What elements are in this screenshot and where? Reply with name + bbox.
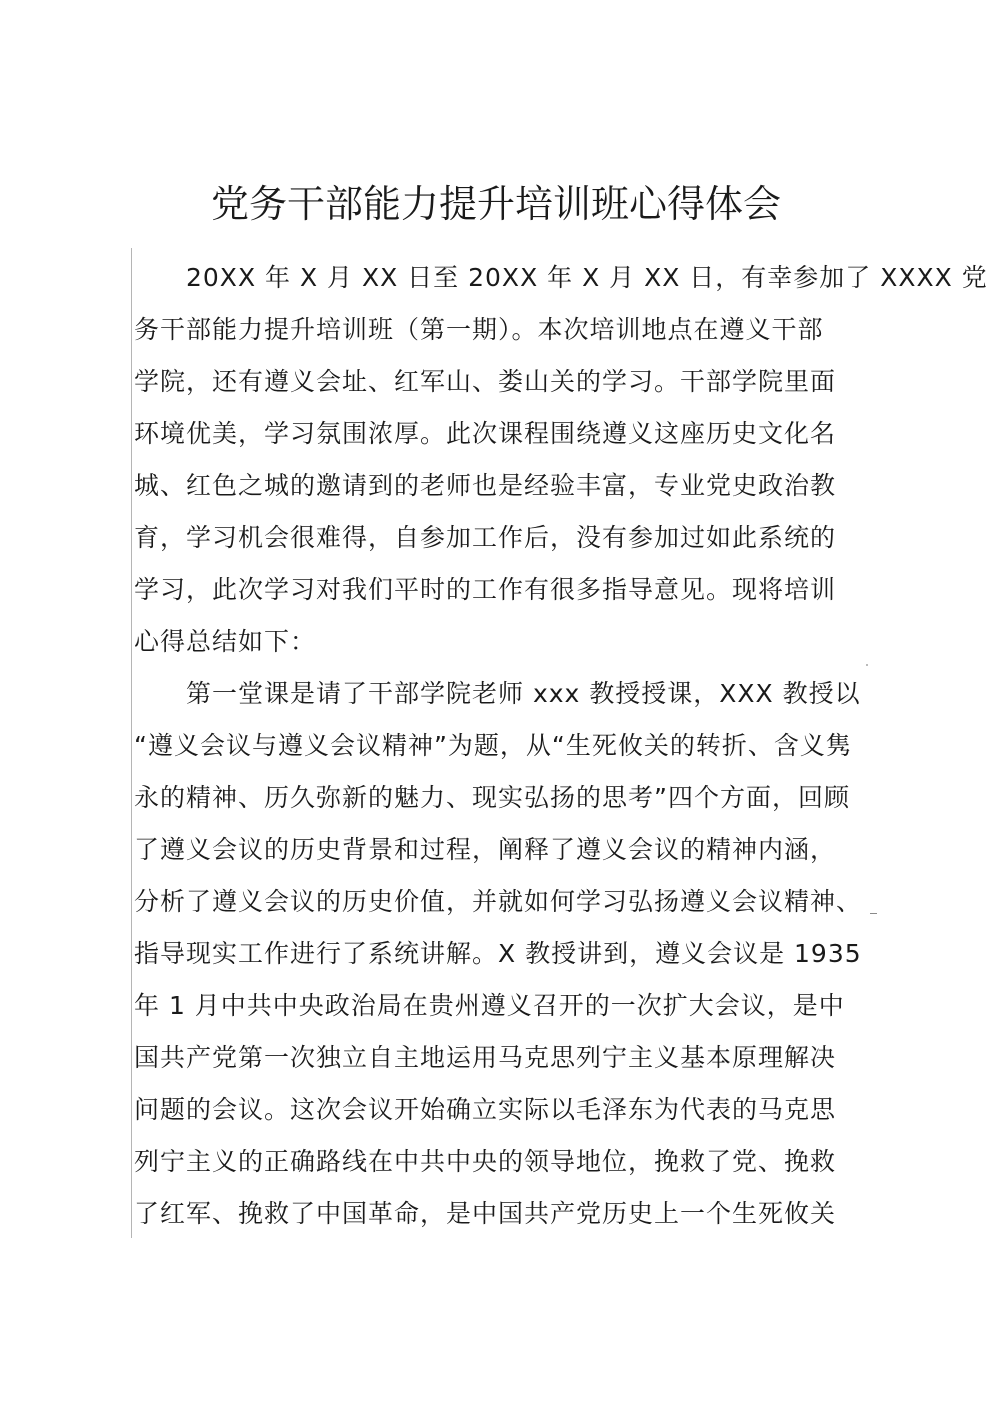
left-margin-rule [131,248,132,1238]
paragraph-line: 国共产党第一次独立自主地运用马克思列宁主义基本原理解决 [134,1043,837,1072]
paragraph-line: 学院，还有遵义会址、红军山、娄山关的学习。干部学院里面 [134,367,837,396]
paragraph-line: 了遵义会议的历史背景和过程，阐释了遵义会议的精神内涵， [134,835,837,864]
paragraph-line: 年 1 月中共中央政治局在贵州遵义召开的一次扩大会议，是中 [134,991,845,1020]
paragraph-line: 了红军、挽救了中国革命，是中国共产党历史上一个生死攸关 [134,1199,837,1228]
paragraph-2 [134,668,868,1240]
paragraph-line: 城、红色之城的邀请到的老师也是经验丰富，专业党史政治教 [134,471,837,500]
document-title: 党务干部能力提升培训班心得体会 [210,182,781,226]
paragraph-line: 永的精神、历久弥新的魅力、现实弘扬的思考”四个方面，回顾 [134,783,850,812]
scan-speck [866,664,868,666]
paragraph-line: 指导现实工作进行了系统讲解。X 教授讲到，遵义会议是 1935 [134,939,862,968]
paragraph-line: 第一堂课是请了干部学院老师 xxx 教授授课，XXX 教授以 [186,679,861,708]
paragraph-line: 育，学习机会很难得，自参加工作后，没有参加过如此系统的 [134,523,837,552]
paragraph-line: 问题的会议。这次会议开始确立实际以毛泽东为代表的马克思 [134,1095,837,1124]
paragraph-line: 分析了遵义会议的历史价值，并就如何学习弘扬遵义会议精神、 [134,887,863,916]
paragraph-line: 环境优美，学习氛围浓厚。此次课程围绕遵义这座历史文化名 [134,419,837,448]
paragraph-line: 20XX 年 X 月 XX 日至 20XX 年 X 月 XX 日，有幸参加了 XXXX 党 [186,263,988,292]
paragraph-1 [134,252,988,668]
paragraph-line: “遵义会议与遵义会议精神”为题，从“生死攸关的转折、含义隽 [134,731,852,760]
document-body [134,252,988,1240]
paragraph-line: 学习，此次学习对我们平时的工作有很多指导意见。现将培训 [134,575,837,604]
paragraph-line: 务干部能力提升培训班（第一期）。本次培训地点在遵义干部 [134,315,824,344]
paragraph-line: 心得总结如下： [134,627,317,656]
scan-dash [870,913,877,914]
paragraph-line: 列宁主义的正确路线在中共中央的领导地位，挽救了党、挽救 [134,1147,837,1176]
